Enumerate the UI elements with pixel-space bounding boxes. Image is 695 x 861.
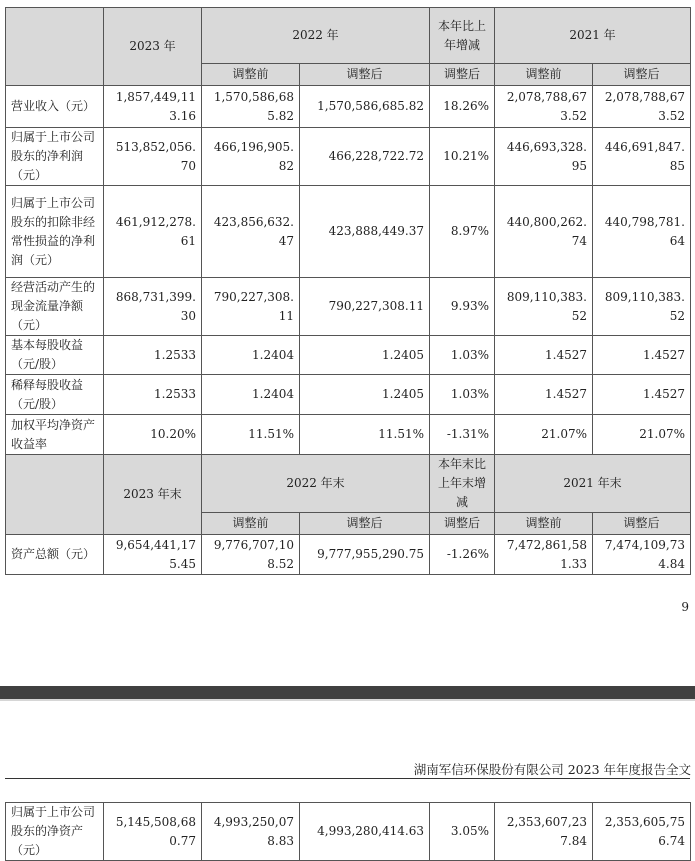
value-change: -1.31% xyxy=(430,415,495,455)
value-2021-before: 446,693,328. 95 xyxy=(495,128,593,186)
subheader-before-2022: 调整前 xyxy=(202,513,300,535)
subheader-after-2022: 调整后 xyxy=(300,64,430,86)
value-2022-before: 11.51% xyxy=(202,415,300,455)
header-2023: 2023 年 xyxy=(104,8,202,86)
year-end-header-row xyxy=(6,455,691,513)
value-2023: 868,731,399. 30 xyxy=(104,278,202,336)
subheader-after-2021: 调整后 xyxy=(593,64,691,86)
value-change: 18.26% xyxy=(430,86,495,128)
subheader-before-2022: 调整前 xyxy=(202,64,300,86)
value-2022-after: 1.2405 xyxy=(300,336,430,375)
value-2023: 9,654,441,17 5.45 xyxy=(104,535,202,575)
value-2021-before: 21.07% xyxy=(495,415,593,455)
value-2022-after: 9,777,955,290.75 xyxy=(300,535,430,575)
value-2021-after: 7,474,109,73 4.84 xyxy=(593,535,691,575)
table-row xyxy=(6,336,691,375)
value-2022-after: 466,228,722.72 xyxy=(300,128,430,186)
row-label: 归属于上市公司股东的净资产（元） xyxy=(6,803,104,861)
value-2022-after: 1.2405 xyxy=(300,375,430,415)
value-2023: 1.2533 xyxy=(104,336,202,375)
table-row xyxy=(6,278,691,336)
header-2022: 2022 年 xyxy=(202,8,430,64)
page-break-divider xyxy=(0,686,695,699)
value-change: 8.97% xyxy=(430,186,495,278)
row-label: 加权平均净资产收益率 xyxy=(6,415,104,455)
value-2021-after: 440,798,781. 64 xyxy=(593,186,691,278)
value-2022-before: 466,196,905. 82 xyxy=(202,128,300,186)
value-2022-before: 1.2404 xyxy=(202,375,300,415)
value-2023: 461,912,278. 61 xyxy=(104,186,202,278)
table-row xyxy=(6,535,691,575)
value-2022-after: 423,888,449.37 xyxy=(300,186,430,278)
table-row xyxy=(6,415,691,455)
page-break-divider-shadow xyxy=(0,699,695,701)
value-2021-before: 1.4527 xyxy=(495,375,593,415)
row-label: 资产总额（元） xyxy=(6,535,104,575)
value-2023: 1.2533 xyxy=(104,375,202,415)
value-2022-after: 4,993,280,414.63 xyxy=(300,803,430,861)
header-change-end: 本年末比上年末增减 xyxy=(430,455,495,513)
value-2023: 5,145,508,68 0.77 xyxy=(104,803,202,861)
table-row xyxy=(6,375,691,415)
row-label: 归属于上市公司股东的扣除非经常性损益的净利润（元） xyxy=(6,186,104,278)
row-label: 经营活动产生的现金流量净额（元） xyxy=(6,278,104,336)
value-2022-before: 1,570,586,68 5.82 xyxy=(202,86,300,128)
value-2023: 10.20% xyxy=(104,415,202,455)
value-2022-after: 1,570,586,685.82 xyxy=(300,86,430,128)
value-2021-before: 2,078,788,67 3.52 xyxy=(495,86,593,128)
value-2021-after: 21.07% xyxy=(593,415,691,455)
header-2023-end: 2023 年末 xyxy=(104,455,202,535)
header-change: 本年比上年增减 xyxy=(430,8,495,64)
financial-table-continued xyxy=(5,802,691,861)
row-label: 基本每股收益（元/股） xyxy=(6,336,104,375)
value-2021-after: 1.4527 xyxy=(593,375,691,415)
value-2021-after: 1.4527 xyxy=(593,336,691,375)
header-blank xyxy=(6,8,104,86)
value-2021-before: 2,353,607,23 7.84 xyxy=(495,803,593,861)
value-2022-before: 9,776,707,10 8.52 xyxy=(202,535,300,575)
value-change: 10.21% xyxy=(430,128,495,186)
table-row xyxy=(6,86,691,128)
table-row xyxy=(6,128,691,186)
subheader-change: 调整后 xyxy=(430,513,495,535)
header-2022-end: 2022 年末 xyxy=(202,455,430,513)
value-2021-after: 809,110,383. 52 xyxy=(593,278,691,336)
header-rule xyxy=(5,778,690,779)
header-blank xyxy=(6,455,104,535)
row-label: 归属于上市公司股东的净利润（元） xyxy=(6,128,104,186)
subheader-after-2022: 调整后 xyxy=(300,513,430,535)
value-2021-after: 446,691,847. 85 xyxy=(593,128,691,186)
header-row xyxy=(6,8,691,64)
financial-table xyxy=(5,7,691,575)
value-change: 9.93% xyxy=(430,278,495,336)
value-change: 1.03% xyxy=(430,375,495,415)
table-row xyxy=(6,803,691,861)
document-header: 湖南军信环保股份有限公司 2023 年年度报告全文 xyxy=(413,762,691,777)
row-label: 稀释每股收益（元/股） xyxy=(6,375,104,415)
value-2022-before: 790,227,308. 11 xyxy=(202,278,300,336)
table-row xyxy=(6,186,691,278)
subheader-change: 调整后 xyxy=(430,64,495,86)
value-2021-after: 2,353,605,75 6.74 xyxy=(593,803,691,861)
header-2021: 2021 年 xyxy=(495,8,691,64)
value-2022-after: 790,227,308.11 xyxy=(300,278,430,336)
header-2021-end: 2021 年末 xyxy=(495,455,691,513)
value-2021-before: 7,472,861,58 1.33 xyxy=(495,535,593,575)
value-2022-before: 1.2404 xyxy=(202,336,300,375)
row-label: 营业收入（元） xyxy=(6,86,104,128)
value-2021-before: 440,800,262. 74 xyxy=(495,186,593,278)
value-2023: 1,857,449,11 3.16 xyxy=(104,86,202,128)
value-change: 3.05% xyxy=(430,803,495,861)
value-change: -1.26% xyxy=(430,535,495,575)
subheader-before-2021: 调整前 xyxy=(495,64,593,86)
value-2021-after: 2,078,788,67 3.52 xyxy=(593,86,691,128)
value-2022-before: 423,856,632. 47 xyxy=(202,186,300,278)
value-2021-before: 809,110,383. 52 xyxy=(495,278,593,336)
value-change: 1.03% xyxy=(430,336,495,375)
subheader-before-2021: 调整前 xyxy=(495,513,593,535)
value-2021-before: 1.4527 xyxy=(495,336,593,375)
value-2022-before: 4,993,250,07 8.83 xyxy=(202,803,300,861)
value-2023: 513,852,056. 70 xyxy=(104,128,202,186)
page-number: 9 xyxy=(681,600,689,614)
value-2022-after: 11.51% xyxy=(300,415,430,455)
subheader-after-2021: 调整后 xyxy=(593,513,691,535)
